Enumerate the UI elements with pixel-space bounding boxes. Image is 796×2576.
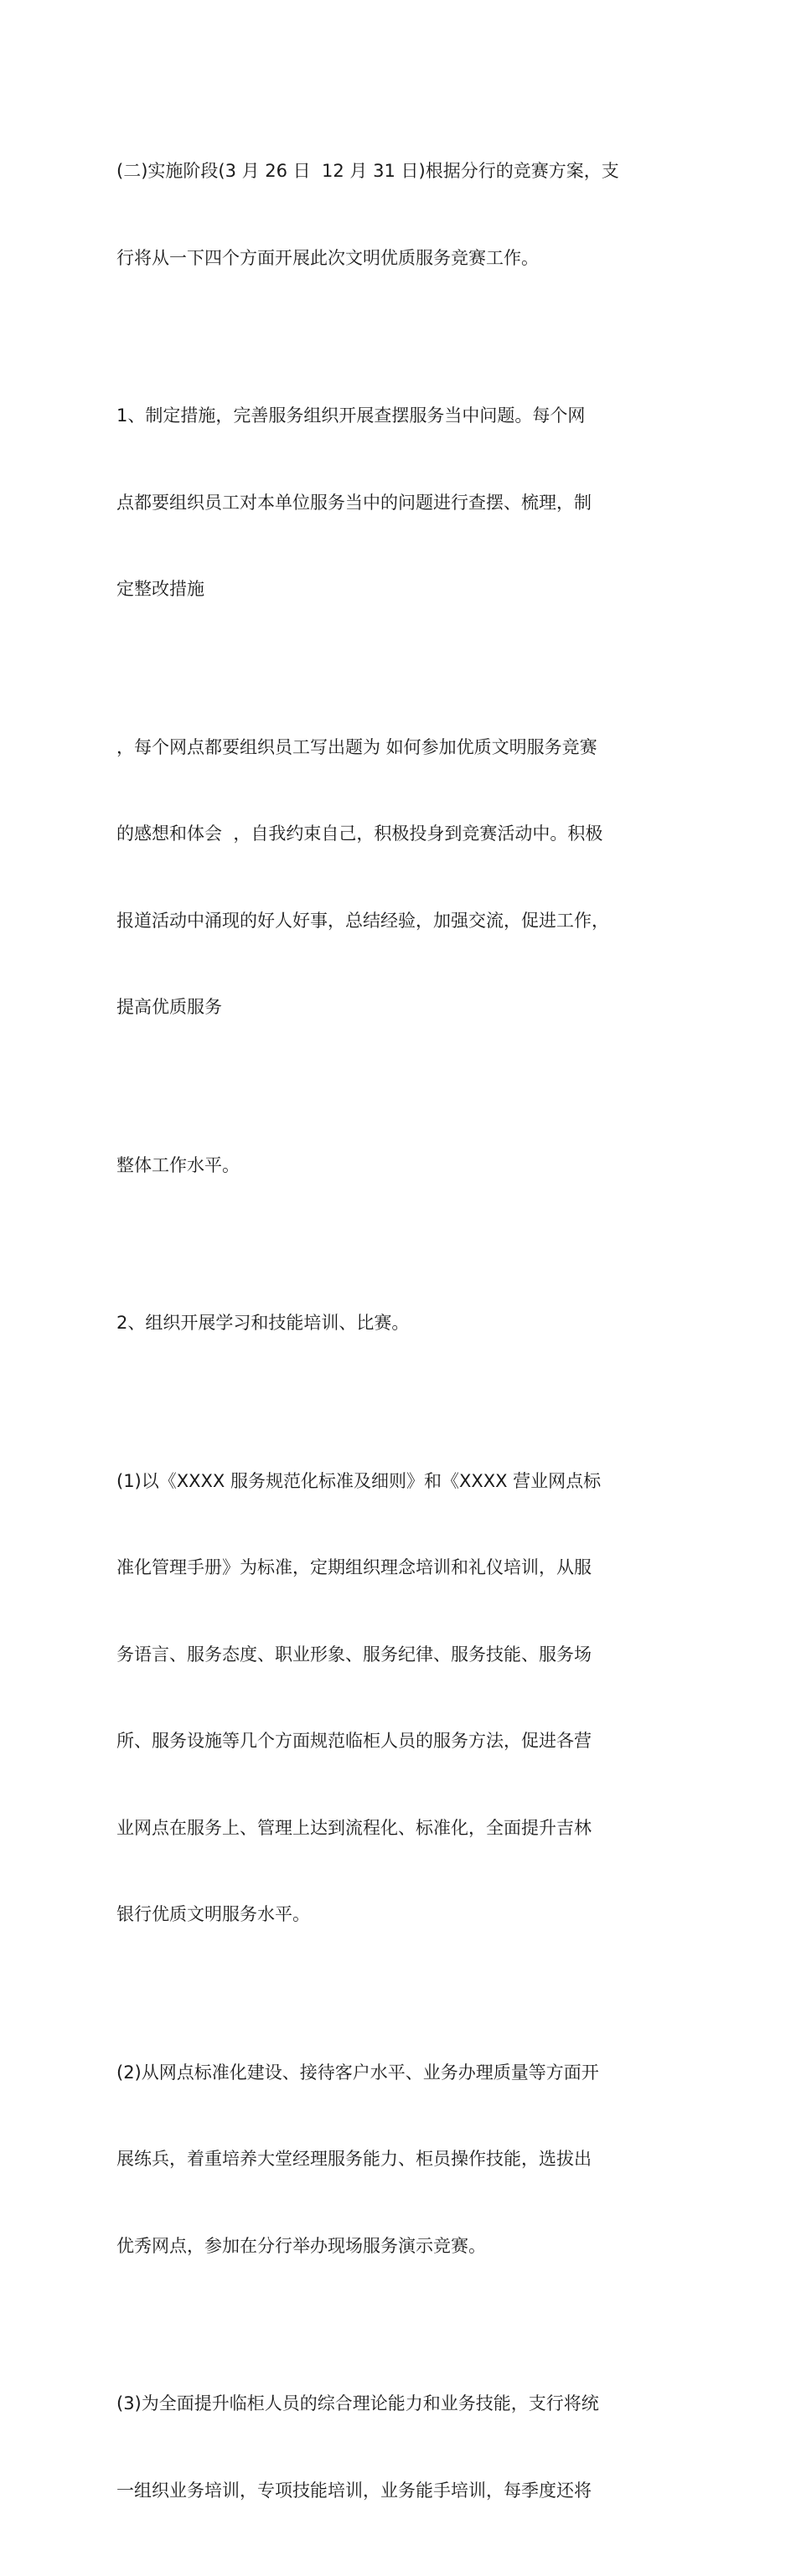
text-line: ，每个网点都要组织员工写出题为 如何参加优质文明服务竞赛: [116, 736, 597, 757]
text-line: 1、制定措施，完善服务组织开展查摆服务当中问题。每个网: [116, 405, 586, 426]
text-line: 提高优质服务: [116, 997, 222, 1017]
text-line: (2)从网点标准化建设、接待客户水平、业务办理质量等方面开: [116, 2062, 599, 2083]
text-line: 业网点在服务上、管理上达到流程化、标准化，全面提升吉林: [116, 1817, 592, 1838]
paragraph-item-1: [116, 343, 686, 662]
paragraph-item-1-continued: [116, 675, 686, 1080]
text-line: 行将从一下四个方面开展此次文明优质服务竞赛工作。: [116, 247, 539, 268]
text-line: (3)为全面提升临柜人员的综合理论能力和业务技能，支行将统: [116, 2393, 599, 2413]
text-line: (二)实施阶段(3 月 26 日 12 月 31 日)根据分行的竞赛方案，支: [116, 161, 619, 181]
text-line: 定整改措施: [116, 579, 204, 599]
text-line: 展练兵，着重培养大堂经理服务能力、柜员操作技能，选拔出: [116, 2149, 592, 2169]
text-line: 2、组织开展学习和技能培训、比赛。: [116, 1313, 410, 1333]
text-line: 银行优质文明服务水平。: [116, 1904, 310, 1924]
text-line: 所、服务设施等几个方面规范临柜人员的服务方法，促进各营: [116, 1731, 592, 1751]
text-line: 整体工作水平。: [116, 1154, 240, 1175]
text-line: 优秀网点，参加在分行举办现场服务演示竞赛。: [116, 2235, 486, 2256]
document-body: [116, 99, 686, 2576]
text-line: 一组织业务培训，专项技能培训，业务能手培训，每季度还将: [116, 2480, 592, 2501]
text-line: 的感想和体会 ，自我约束自己，积极投身到竞赛活动中。积极: [116, 823, 603, 844]
text-line: 准化管理手册》为标准，定期组织理念培训和礼仪培训，从服: [116, 1557, 592, 1577]
paragraph-subitem-2: [116, 2000, 686, 2319]
text-line: 报道活动中涌现的好人好事，总结经验，加强交流，促进工作，: [116, 910, 609, 931]
text-line: (1)以《XXXX 服务规范化标准及细则》和《XXXX 营业网点标: [116, 1470, 602, 1491]
text-line: 点都要组织员工对本单位服务当中的问题进行查摆、梳理，制: [116, 492, 592, 513]
text-line: 务语言、服务态度、职业形象、服务纪律、服务技能、服务场: [116, 1644, 592, 1665]
paragraph-subitem-3: [116, 2331, 686, 2563]
paragraph-item-2: [116, 1251, 686, 1396]
paragraph-subitem-1: [116, 1409, 686, 1987]
paragraph-overall-level: [116, 1093, 686, 1238]
paragraph-implementation-stage: [116, 99, 686, 330]
